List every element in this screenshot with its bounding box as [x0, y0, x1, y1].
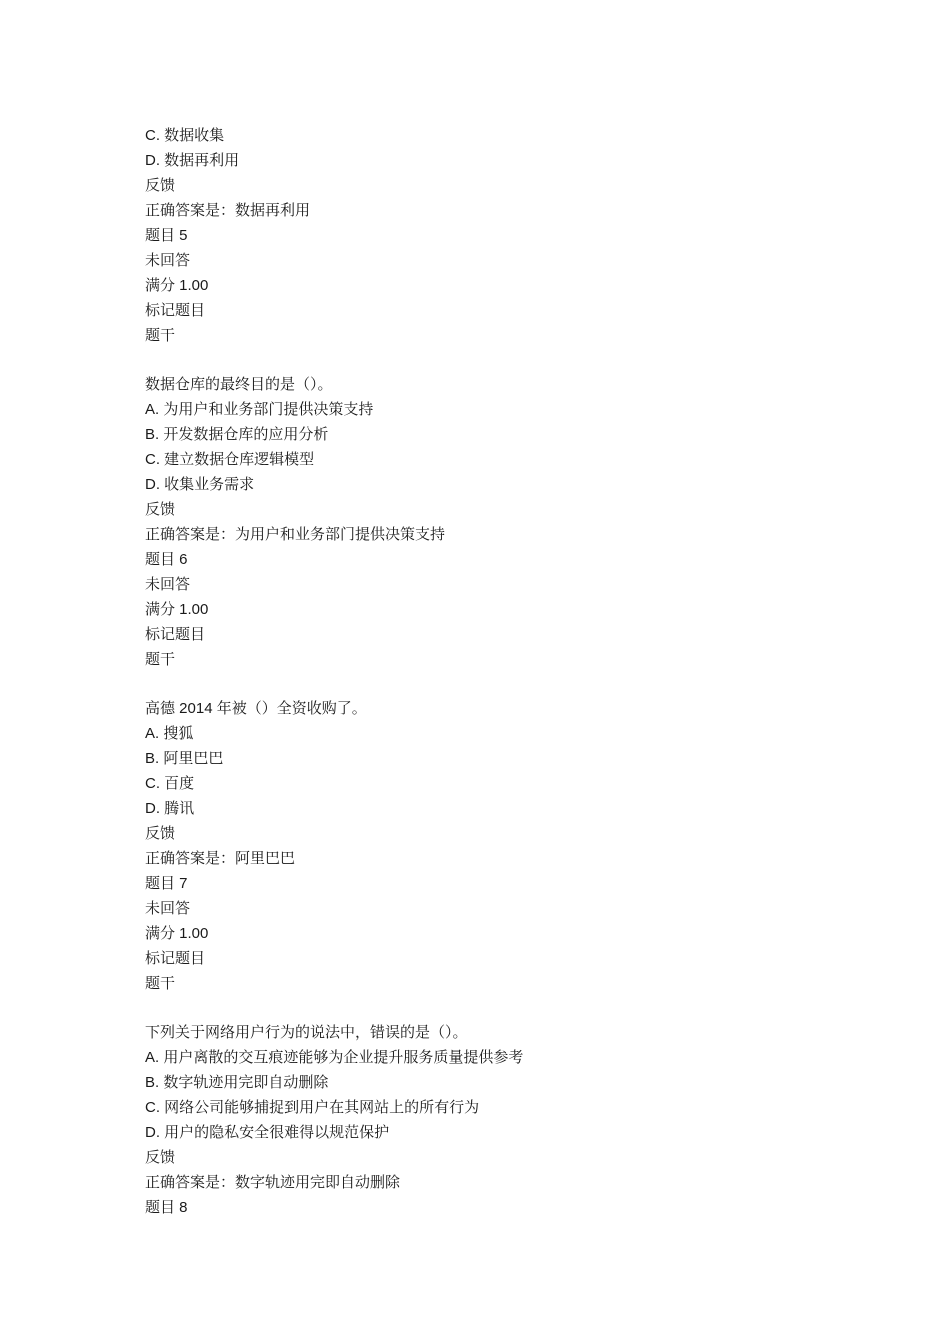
feedback-label: 反馈 [145, 1149, 176, 1166]
question-status: 未回答 [145, 900, 191, 917]
question-number: 题目 5 [145, 227, 188, 244]
option-a: A. 为用户和业务部门提供决策支持 [145, 401, 374, 418]
question-stem-label: 题干 [145, 975, 176, 992]
blank-line [145, 996, 845, 1020]
question-score: 满分 1.00 [145, 601, 209, 618]
question-number: 题目 8 [145, 1199, 188, 1216]
feedback-label: 反馈 [145, 177, 176, 194]
question-stem: 下列关于网络用户行为的说法中，错误的是（）。 [145, 1024, 468, 1041]
quiz-content [145, 123, 845, 1220]
feedback-label: 反馈 [145, 825, 176, 842]
feedback-label: 反馈 [145, 501, 176, 518]
option-d: D. 数据再利用 [145, 152, 240, 169]
option-c: C. 建立数据仓库逻辑模型 [145, 451, 315, 468]
question-number: 题目 7 [145, 875, 188, 892]
option-c: C. 数据收集 [145, 127, 225, 144]
option-d: D. 腾讯 [145, 800, 195, 817]
option-b: B. 阿里巴巴 [145, 750, 224, 767]
option-b: B. 数字轨迹用完即自动删除 [145, 1074, 329, 1091]
question-stem-label: 题干 [145, 327, 176, 344]
question-stem: 高德 2014 年被（）全资收购了。 [145, 700, 367, 717]
option-c: C. 网络公司能够捕捉到用户在其网站上的所有行为 [145, 1099, 480, 1116]
question-score: 满分 1.00 [145, 277, 209, 294]
correct-answer: 正确答案是：为用户和业务部门提供决策支持 [145, 526, 446, 543]
question-status: 未回答 [145, 576, 191, 593]
question-stem: 数据仓库的最终目的是（）。 [145, 376, 333, 393]
correct-answer: 正确答案是：数字轨迹用完即自动删除 [145, 1174, 401, 1191]
question-stem-label: 题干 [145, 651, 176, 668]
blank-line [145, 672, 845, 696]
option-b: B. 开发数据仓库的应用分析 [145, 426, 329, 443]
option-d: D. 用户的隐私安全很难得以规范保护 [145, 1124, 390, 1141]
correct-answer: 正确答案是：阿里巴巴 [145, 850, 296, 867]
question-score: 满分 1.00 [145, 925, 209, 942]
flag-question: 标记题目 [145, 626, 206, 643]
question-number: 题目 6 [145, 551, 188, 568]
option-a: A. 搜狐 [145, 725, 194, 742]
option-a: A. 用户离散的交互痕迹能够为企业提升服务质量提供参考 [145, 1049, 524, 1066]
blank-line [145, 348, 845, 372]
flag-question: 标记题目 [145, 950, 206, 967]
correct-answer: 正确答案是：数据再利用 [145, 202, 311, 219]
option-d: D. 收集业务需求 [145, 476, 255, 493]
question-status: 未回答 [145, 252, 191, 269]
option-c: C. 百度 [145, 775, 195, 792]
flag-question: 标记题目 [145, 302, 206, 319]
